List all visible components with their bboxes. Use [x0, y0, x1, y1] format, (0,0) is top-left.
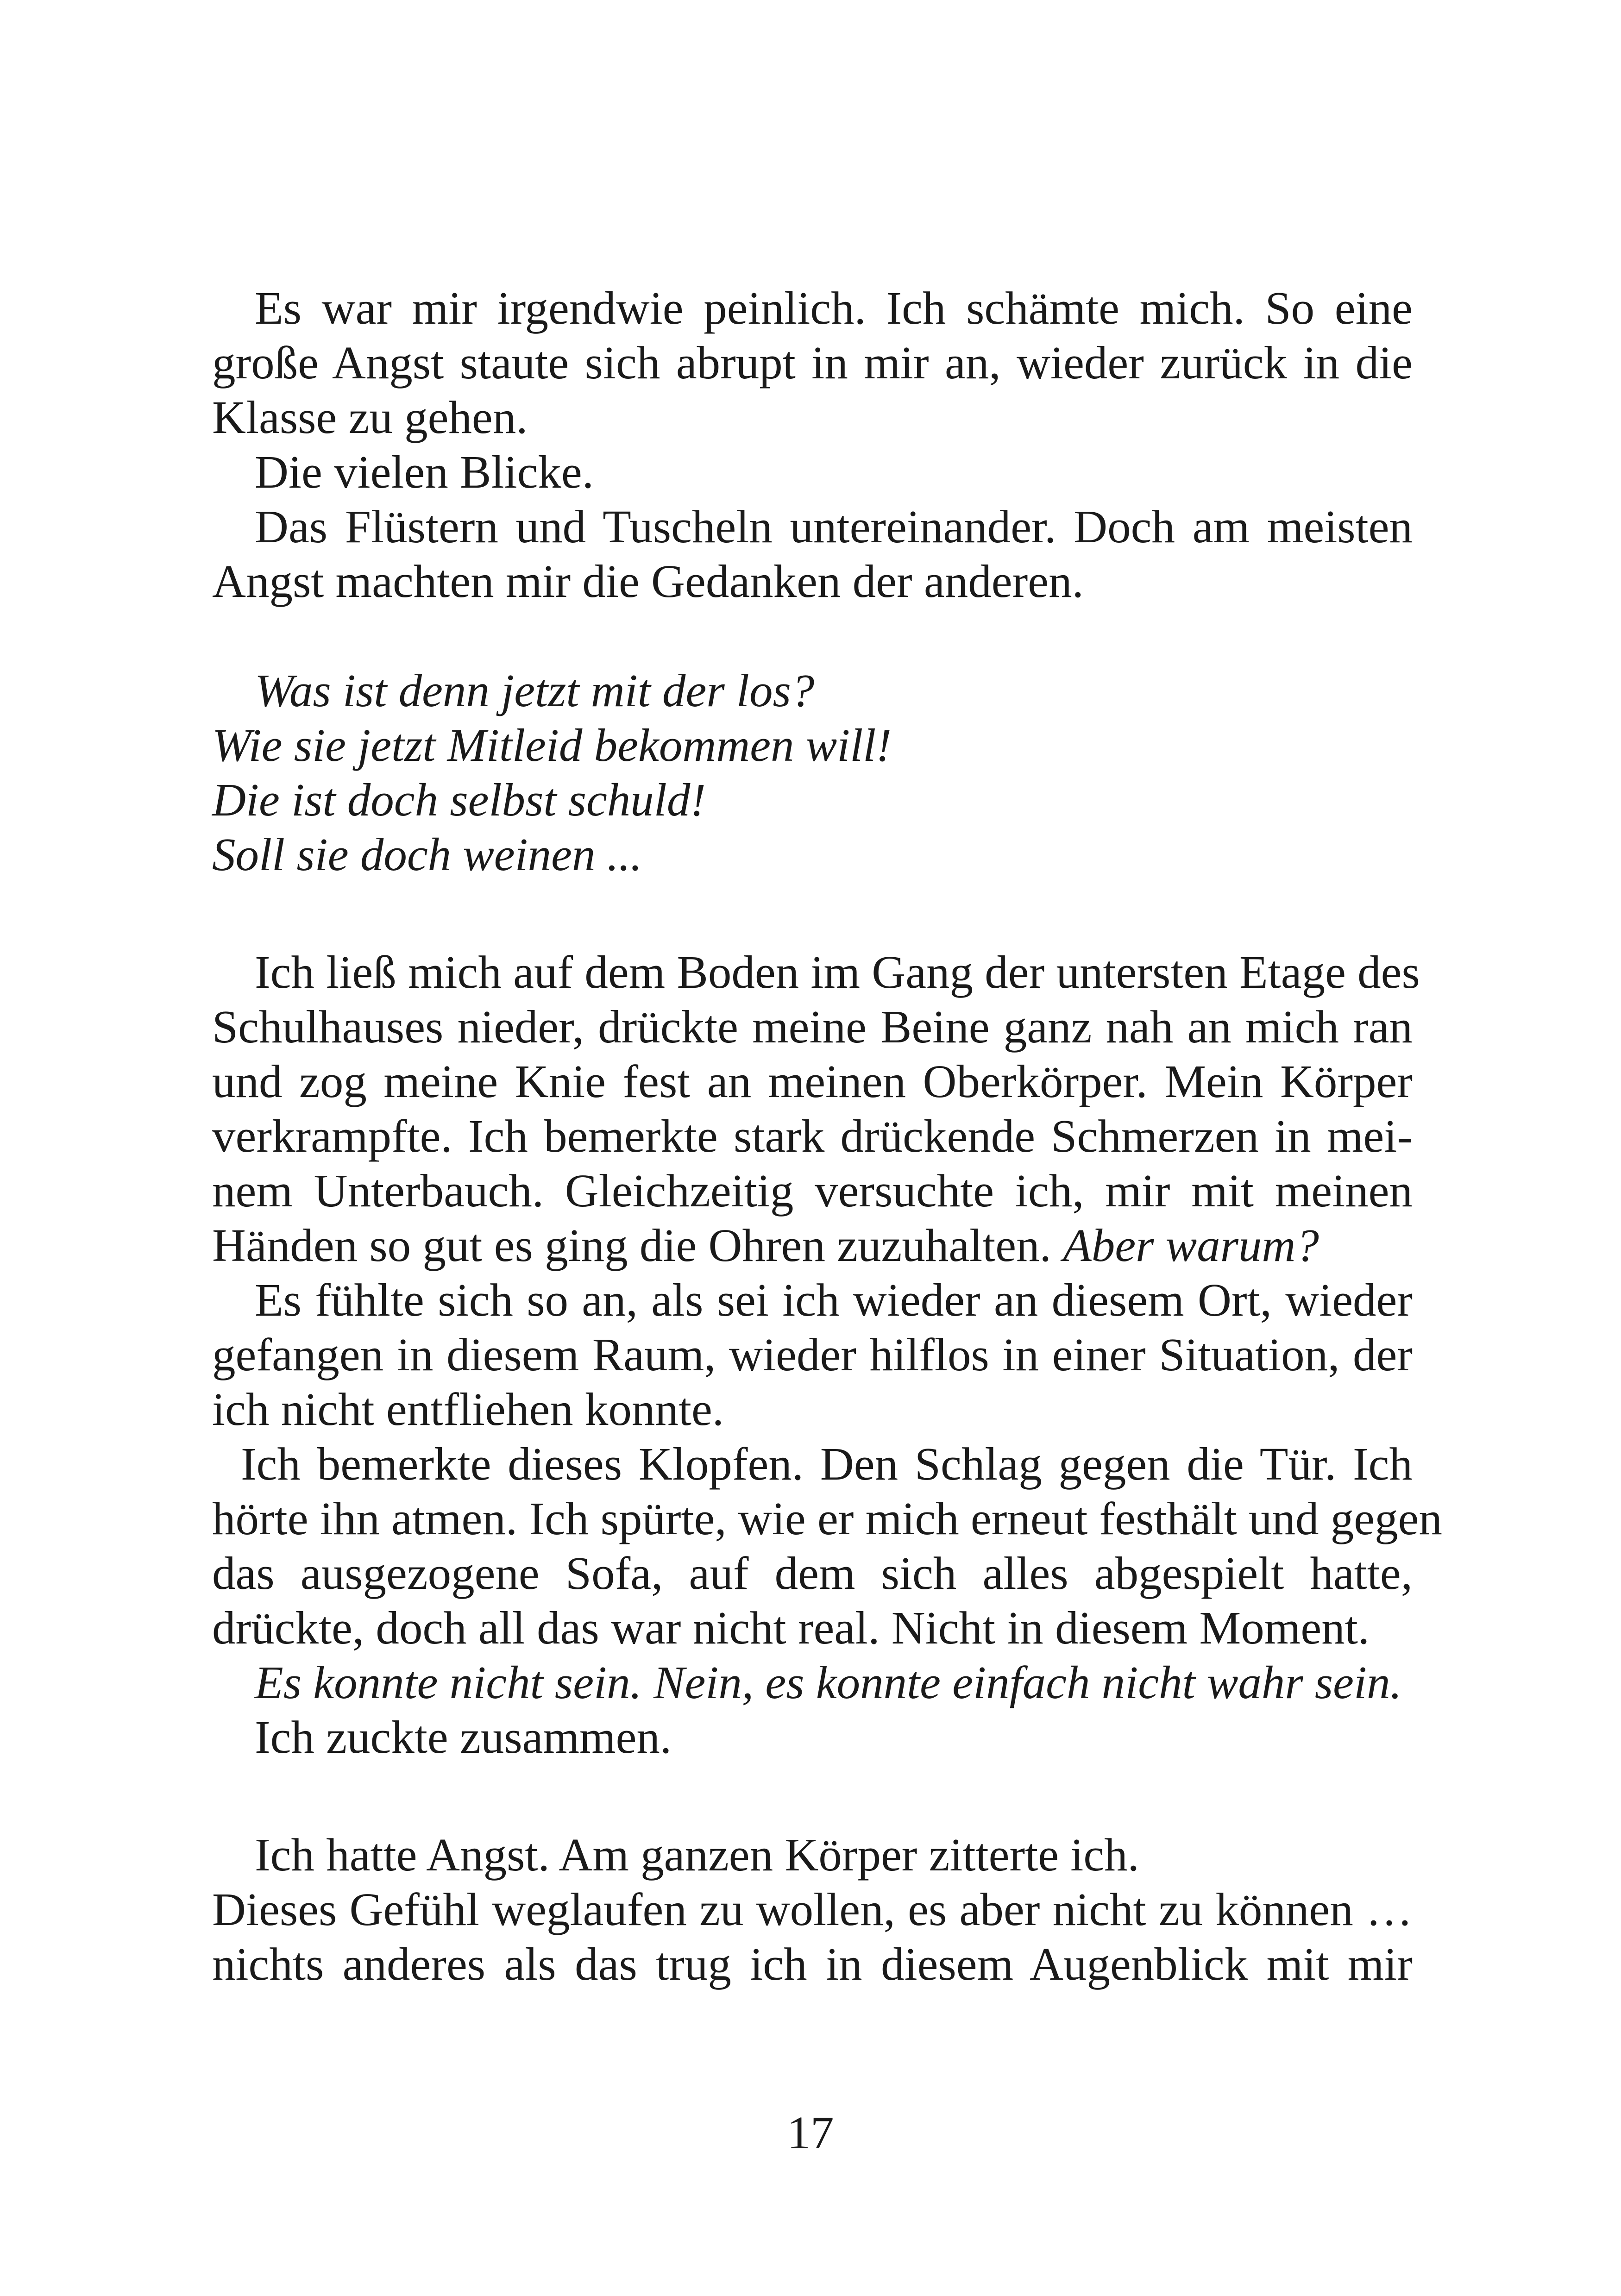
italic-thought-line: Soll sie doch weinen ...	[212, 828, 642, 880]
text-line: Ich bemerkte dieses Klopfen. Den Schlag gegen die Tür. Ich	[241, 1438, 1413, 1490]
text-line: verkrampfte. Ich bemerkte stark drückende Schmerzen in mei-	[212, 1110, 1413, 1162]
text-line: drückte, doch all das war nicht real. Nicht in diesem Moment.	[212, 1602, 1370, 1654]
text-line: Es war mir irgendwie peinlich. Ich schämte mich. So eine	[255, 282, 1413, 334]
text-line: Die vielen Blicke.	[255, 446, 594, 498]
italic-text-line: Es konnte nicht sein. Nein, es konnte einfach nicht wahr sein.	[255, 1656, 1402, 1708]
text-line: das ausgezogene Sofa, auf dem sich alles abgespielt hatte,	[212, 1547, 1413, 1599]
text-line: Ich ließ mich auf dem Boden im Gang der untersten Etage des	[255, 946, 1420, 998]
text-line: hörte ihn atmen. Ich spürte, wie er mich erneut festhält und gegen	[212, 1493, 1442, 1544]
italic-thought-line: Was ist denn jetzt mit der los?	[255, 665, 815, 716]
text-line: Schulhauses nieder, drückte meine Beine ganz nah an mich ran	[212, 1001, 1413, 1053]
text-line: Das Flüstern und Tuscheln untereinander. Doch am meisten	[255, 501, 1413, 552]
text-run: Händen so gut es ging die Ohren zuzuhalten.	[212, 1219, 1051, 1271]
text-line: Dieses Gefühl weglaufen zu wollen, es aber nicht zu können …	[212, 1883, 1413, 1935]
text-line: Klasse zu gehen.	[212, 391, 528, 443]
text-line: große Angst staute sich abrupt in mir an, wieder zurück in die	[212, 337, 1413, 389]
italic-text-run: Aber warum?	[1063, 1219, 1319, 1271]
text-line: Angst machten mir die Gedanken der anderen.	[212, 555, 1084, 607]
page-number: 17	[787, 2107, 834, 2158]
text-line: ich nicht entfliehen konnte.	[212, 1383, 724, 1435]
italic-thought-line: Die ist doch selbst schuld!	[212, 774, 706, 826]
text-line: Ich zuckte zusammen.	[255, 1711, 672, 1763]
text-line: Ich hatte Angst. Am ganzen Körper zitterte ich.	[255, 1829, 1139, 1881]
italic-thought-line: Wie sie jetzt Mitleid bekommen will!	[212, 719, 892, 771]
text-line: Es fühlte sich so an, als sei ich wieder an diesem Ort, wieder	[255, 1274, 1413, 1326]
text-line: nichts anderes als das trug ich in diesem Augenblick mit mir	[212, 1938, 1413, 1990]
text-line: nem Unterbauch. Gleichzeitig versuchte ich, mir mit meinen	[212, 1165, 1413, 1217]
text-line: und zog meine Knie fest an meinen Oberkörper. Mein Körper	[212, 1055, 1413, 1107]
text-line	[212, 1217, 1413, 1273]
text-line: gefangen in diesem Raum, wieder hilflos in einer Situation, der	[212, 1329, 1413, 1380]
